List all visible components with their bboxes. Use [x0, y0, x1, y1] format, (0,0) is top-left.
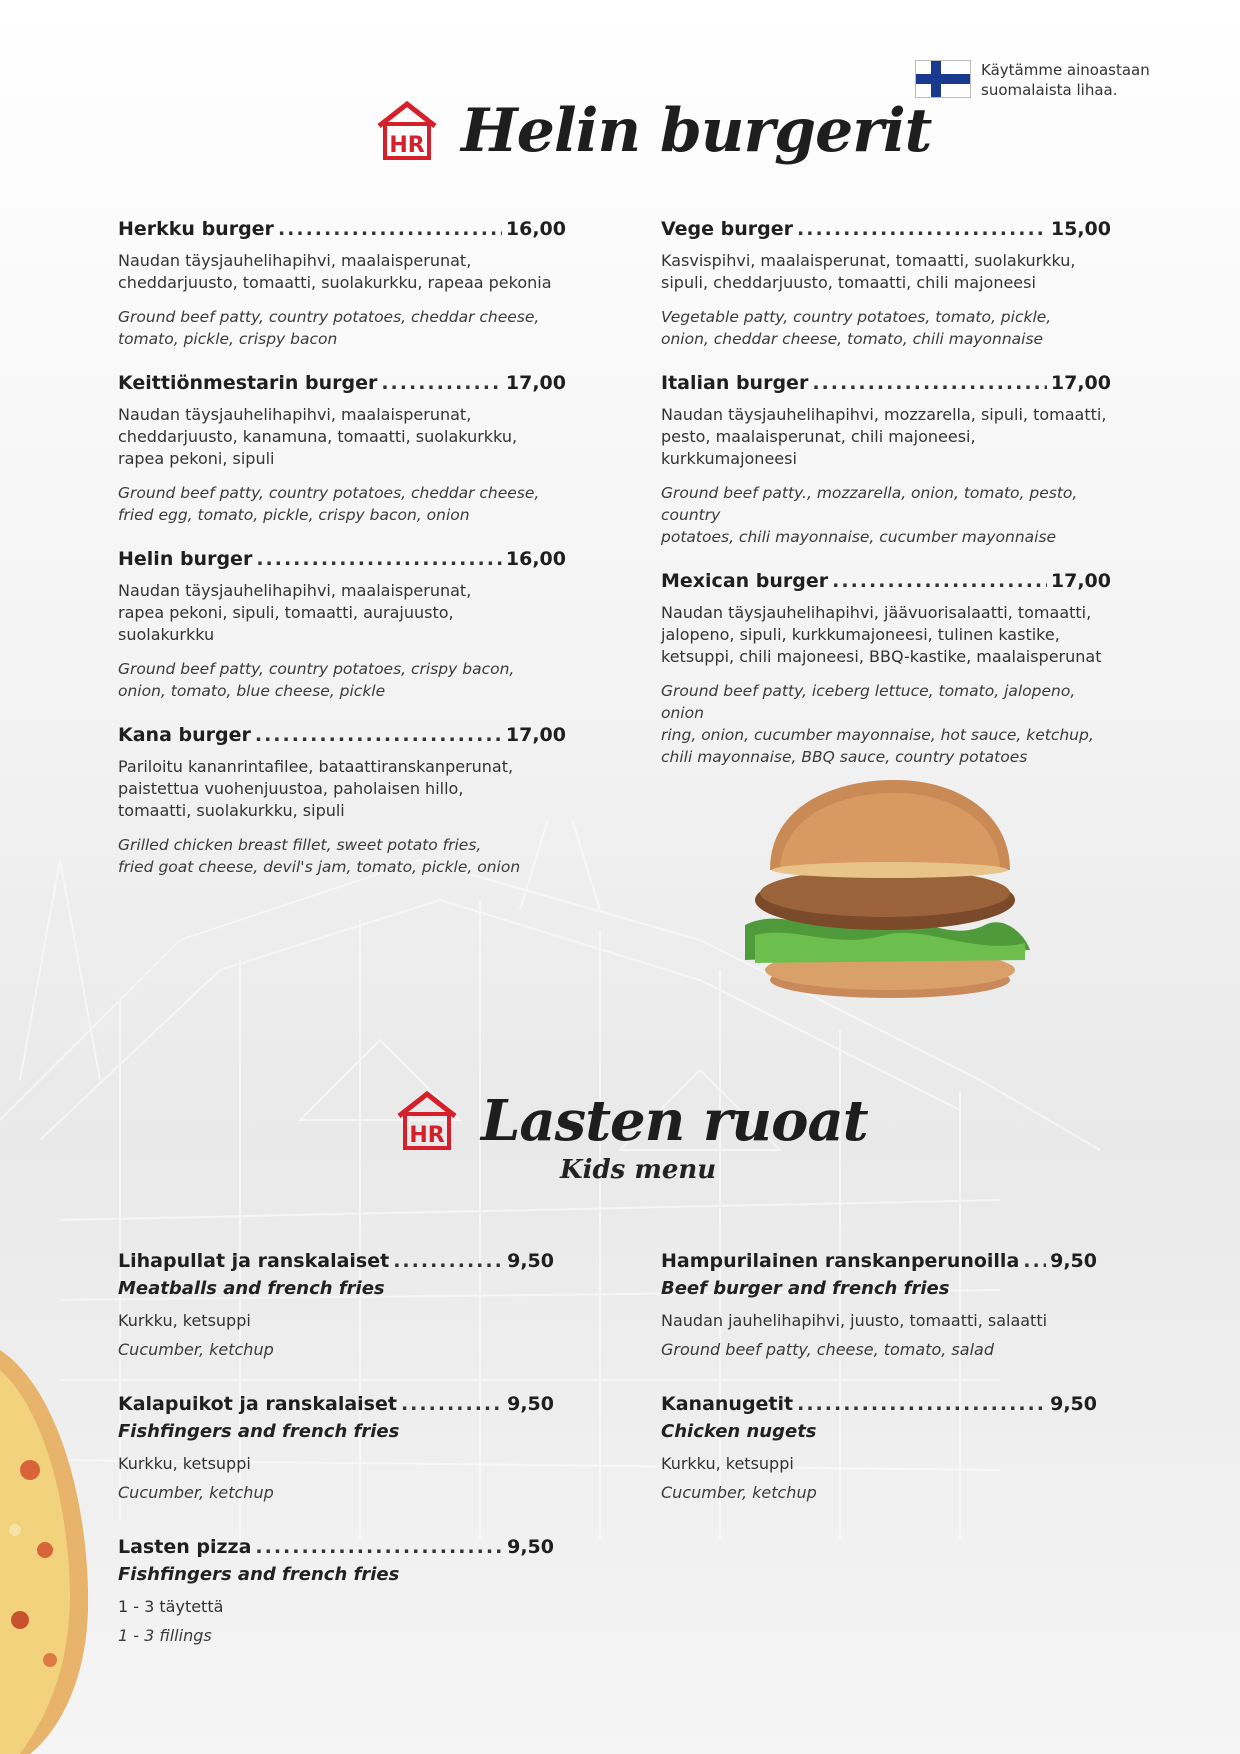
item-description-en — [661, 482, 1111, 548]
item-price: 9,50 — [1050, 1393, 1097, 1415]
dot-leader — [797, 218, 1047, 240]
item-description-en: 1 - 3 fillings — [118, 1626, 212, 1645]
menu-item-header — [661, 1393, 1097, 1415]
item-name: Italian burger — [661, 372, 809, 394]
menu-item-header — [118, 372, 566, 394]
kids-heading — [395, 1088, 868, 1154]
kids-menu-item — [661, 1250, 1097, 1359]
dot-leader — [812, 372, 1047, 394]
dot-leader — [832, 570, 1047, 592]
menu-item — [661, 372, 1111, 548]
item-price: 9,50 — [507, 1536, 554, 1558]
item-price: 9,50 — [1050, 1250, 1097, 1272]
description-line: onion, cheddar cheese, tomato, chili mayonnaise — [661, 330, 1044, 348]
description-line: Ground beef patty, country potatoes, crispy bacon, — [118, 660, 515, 678]
description-line: pesto, maalaisperunat, chili majoneesi, kurkkumajoneesi — [661, 427, 976, 468]
dot-leader — [797, 1393, 1046, 1415]
helin-logo-icon-2 — [395, 1090, 459, 1152]
description-line: rapea pekoni, sipuli, tomaatti, aurajuusto, — [118, 603, 454, 622]
description-line: paistettua vuohenjuustoa, paholaisen hillo, — [118, 779, 464, 798]
item-price: 9,50 — [507, 1250, 554, 1272]
notice-line-2: suomalaista lihaa. — [981, 81, 1118, 99]
menu-item-header — [118, 218, 566, 240]
item-price: 17,00 — [1050, 372, 1111, 394]
menu-item-header — [118, 1250, 554, 1272]
item-description-fi — [118, 580, 566, 646]
item-name: Mexican burger — [661, 570, 829, 592]
item-english-name: Beef burger and french fries — [661, 1278, 950, 1299]
description-line: Naudan täysjauhelihapihvi, maalaisperunat, — [118, 251, 472, 270]
item-description-fi: Kurkku, ketsuppi — [661, 1454, 794, 1473]
description-line: Vegetable patty, country potatoes, tomato, pickle, — [661, 308, 1052, 326]
description-line: cheddarjuusto, tomaatti, suolakurkku, rapeaa pekonia — [118, 273, 552, 292]
description-line: onion, tomato, blue cheese, pickle — [118, 682, 386, 700]
item-description-fi — [661, 404, 1111, 470]
description-line: tomaatti, suolakurkku, sipuli — [118, 801, 345, 820]
item-description-en: Cucumber, ketchup — [661, 1483, 817, 1502]
dot-leader — [255, 1536, 503, 1558]
description-line: cheddarjuusto, kanamuna, tomaatti, suolakurkku, — [118, 427, 518, 446]
menu-item — [661, 570, 1111, 768]
menu-item-header — [118, 724, 566, 746]
menu-item — [118, 724, 566, 878]
item-name: Vege burger — [661, 218, 794, 240]
item-name: Lihapullat ja ranskalaiset — [118, 1250, 390, 1272]
item-description-en — [118, 482, 566, 526]
item-name: Kananugetit — [661, 1393, 794, 1415]
burgers-right-column — [661, 218, 1111, 790]
item-price: 15,00 — [1050, 218, 1111, 240]
dot-leader — [381, 372, 502, 394]
item-price: 16,00 — [505, 218, 566, 240]
menu-item-header — [661, 372, 1111, 394]
item-description-fi — [118, 756, 566, 822]
item-name: Herkku burger — [118, 218, 274, 240]
description-line: rapea pekoni, sipuli — [118, 449, 275, 468]
menu-item-header — [118, 1393, 554, 1415]
description-line: ring, onion, cucumber mayonnaise, hot sauce, ketchup, — [661, 726, 1094, 744]
description-line: ketsuppi, chili majoneesi, BBQ-kastike, maalaisperunat — [661, 647, 1102, 666]
logo-text-2: HR — [409, 1123, 445, 1148]
kids-menu-item — [118, 1536, 554, 1645]
item-english-name: Fishfingers and french fries — [118, 1564, 400, 1585]
item-name: Keittiönmestarin burger — [118, 372, 378, 394]
menu-item-header — [661, 1250, 1097, 1272]
description-line: Grilled chicken breast fillet, sweet potato fries, — [118, 836, 482, 854]
kids-menu-item — [661, 1393, 1097, 1502]
description-line: suolakurkku — [118, 625, 215, 644]
menu-item — [118, 548, 566, 702]
item-description-en — [118, 834, 566, 878]
item-description-fi: Naudan jauhelihapihvi, juusto, tomaatti, salaatti — [661, 1311, 1048, 1330]
description-line: tomato, pickle, crispy bacon — [118, 330, 338, 348]
item-description-en: Cucumber, ketchup — [118, 1483, 274, 1502]
item-description-en — [118, 658, 566, 702]
description-line: Pariloitu kananrintafilee, bataattiranskanperunat, — [118, 757, 514, 776]
description-line: jalopeno, sipuli, kurkkumajoneesi, tulinen kastike, — [661, 625, 1060, 644]
description-line: Naudan täysjauhelihapihvi, maalaisperunat, — [118, 581, 472, 600]
burgers-heading — [375, 96, 931, 166]
finnish-meat-notice — [915, 60, 1171, 100]
dot-leader — [256, 548, 502, 570]
description-line: chili mayonnaise, BBQ sauce, country potatoes — [661, 748, 1028, 766]
dot-leader — [401, 1393, 503, 1415]
menu-item-header — [118, 1536, 554, 1558]
description-line: Ground beef patty, country potatoes, cheddar cheese, — [118, 308, 540, 326]
description-line: fried goat cheese, devil's jam, tomato, pickle, onion — [118, 858, 521, 876]
item-description-en — [661, 680, 1111, 768]
description-line: potatoes, chili mayonnaise, cucumber mayonnaise — [661, 528, 1057, 546]
menu-item — [118, 218, 566, 350]
item-price: 16,00 — [505, 548, 566, 570]
item-english-name: Meatballs and french fries — [118, 1278, 385, 1299]
item-description-fi: Kurkku, ketsuppi — [118, 1454, 251, 1473]
description-line: fried egg, tomato, pickle, crispy bacon, onion — [118, 506, 470, 524]
description-line: Ground beef patty, iceberg lettuce, tomato, jalopeno, onion — [661, 682, 1076, 722]
item-name: Helin burger — [118, 548, 253, 570]
item-description-fi — [661, 250, 1111, 294]
item-description-en — [661, 306, 1111, 350]
kids-subtitle: Kids menu — [560, 1155, 717, 1185]
item-description-fi — [118, 250, 566, 294]
pizza-image — [0, 1350, 90, 1754]
item-name: Lasten pizza — [118, 1536, 252, 1558]
item-name: Hampurilainen ranskanperunoilla — [661, 1250, 1020, 1272]
burgers-title: Helin burgerit — [461, 96, 932, 166]
description-line: Naudan täysjauhelihapihvi, maalaisperunat, — [118, 405, 472, 424]
description-line: Kasvispihvi, maalaisperunat, tomaatti, suolakurkku, — [661, 251, 1076, 270]
item-description-fi: Kurkku, ketsuppi — [118, 1311, 251, 1330]
item-name: Kana burger — [118, 724, 251, 746]
item-description-en: Ground beef patty, cheese, tomato, salad — [661, 1340, 994, 1359]
menu-item-header — [118, 548, 566, 570]
item-description-en — [118, 306, 566, 350]
description-line: Naudan täysjauhelihapihvi, jäävuorisalaatti, tomaatti, — [661, 603, 1092, 622]
description-line: Ground beef patty, country potatoes, cheddar cheese, — [118, 484, 540, 502]
item-price: 17,00 — [505, 372, 566, 394]
burgers-left-column — [118, 218, 566, 900]
description-line: Naudan täysjauhelihapihvi, mozzarella, sipuli, tomaatti, — [661, 405, 1107, 424]
kids-menu-item — [118, 1393, 554, 1502]
kids-title: Lasten ruoat — [481, 1088, 868, 1154]
item-description-fi — [661, 602, 1111, 668]
dot-leader — [278, 218, 502, 240]
item-english-name: Fishfingers and french fries — [118, 1421, 400, 1442]
kids-right-column — [661, 1250, 1097, 1536]
menu-item — [118, 372, 566, 526]
dot-leader — [255, 724, 502, 746]
burger-image — [725, 775, 1040, 1005]
dot-leader — [393, 1250, 503, 1272]
item-name: Kalapuikot ja ranskalaiset — [118, 1393, 397, 1415]
item-english-name: Chicken nugets — [661, 1421, 817, 1442]
kids-left-column — [118, 1250, 554, 1679]
description-line: sipuli, cheddarjuusto, tomaatti, chili majoneesi — [661, 273, 1036, 292]
kids-menu-item — [118, 1250, 554, 1359]
logo-text: HR — [389, 133, 425, 158]
item-price: 17,00 — [505, 724, 566, 746]
description-line: Ground beef patty., mozzarella, onion, tomato, pesto, country — [661, 484, 1078, 524]
helin-logo-icon — [375, 100, 439, 162]
finland-flag-icon — [915, 60, 971, 98]
menu-item — [661, 218, 1111, 350]
item-price: 9,50 — [507, 1393, 554, 1415]
notice-line-1: Käytämme ainoastaan — [981, 61, 1150, 79]
item-price: 17,00 — [1050, 570, 1111, 592]
dot-leader — [1023, 1250, 1046, 1272]
menu-item-header — [661, 570, 1111, 592]
item-description-fi: 1 - 3 täytettä — [118, 1597, 224, 1616]
item-description-en: Cucumber, ketchup — [118, 1340, 274, 1359]
item-description-fi — [118, 404, 566, 470]
menu-item-header — [661, 218, 1111, 240]
